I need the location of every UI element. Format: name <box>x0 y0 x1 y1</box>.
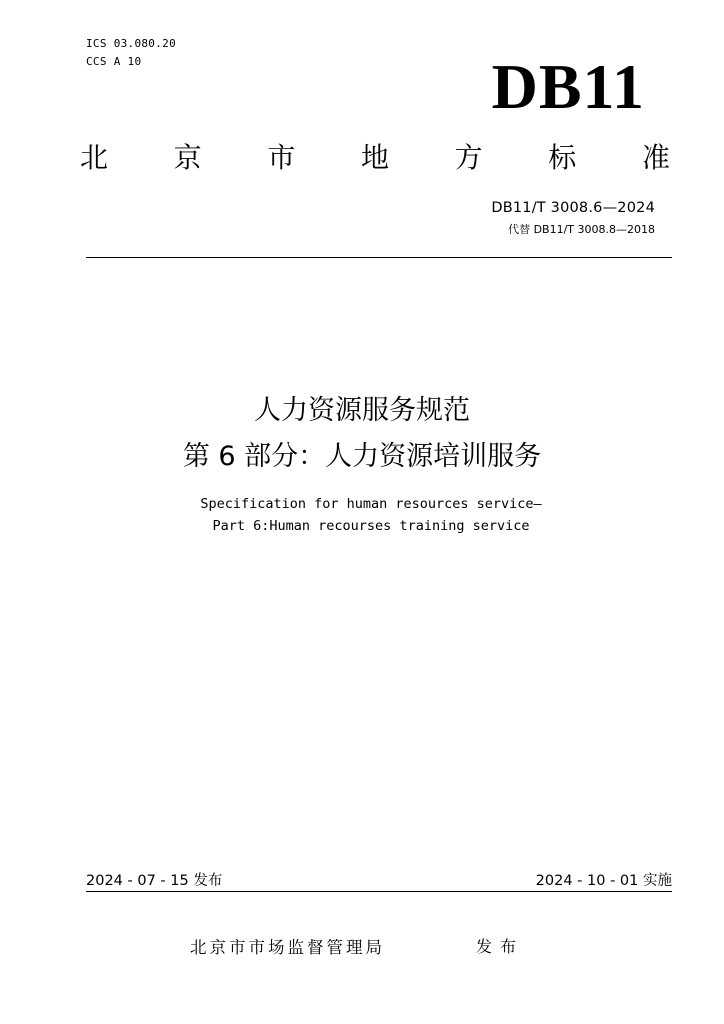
english-title-line-1: Specification for human resources service— <box>200 496 542 512</box>
chinese-title-line-2: 第 6 部分：人力资源培训服务 <box>182 441 542 472</box>
standard-type-char: 地 <box>360 141 389 174</box>
issuing-authority: 北京市市场监督管理局 <box>190 938 385 957</box>
ccs-code: CCS A 10 <box>86 55 142 68</box>
chinese-title-line-1: 人力资源服务规范 <box>254 395 470 426</box>
standard-type-char: 准 <box>641 141 670 174</box>
standard-type-char: 北 <box>80 141 109 174</box>
replaces-standard: 代替 DB11/T 3008.8—2018 <box>508 223 655 236</box>
db11-logo: DB11 <box>491 51 645 122</box>
top-divider <box>86 257 672 258</box>
standard-type-char: 标 <box>548 141 577 174</box>
standard-type-char: 市 <box>267 141 296 174</box>
standard-type-char: 京 <box>173 141 202 174</box>
standard-type-heading <box>80 140 670 176</box>
english-title-line-2: Part 6:Human recourses training service <box>212 518 530 534</box>
issue-label: 发布 <box>476 937 525 956</box>
bottom-divider <box>86 891 672 892</box>
issue-date: 2024 - 07 - 15 发布 <box>86 873 223 889</box>
standard-number: DB11/T 3008.6—2024 <box>491 200 655 216</box>
standard-type-char: 方 <box>454 141 483 174</box>
ics-code: ICS 03.080.20 <box>86 37 176 50</box>
implementation-date: 2024 - 10 - 01 实施 <box>535 873 672 889</box>
